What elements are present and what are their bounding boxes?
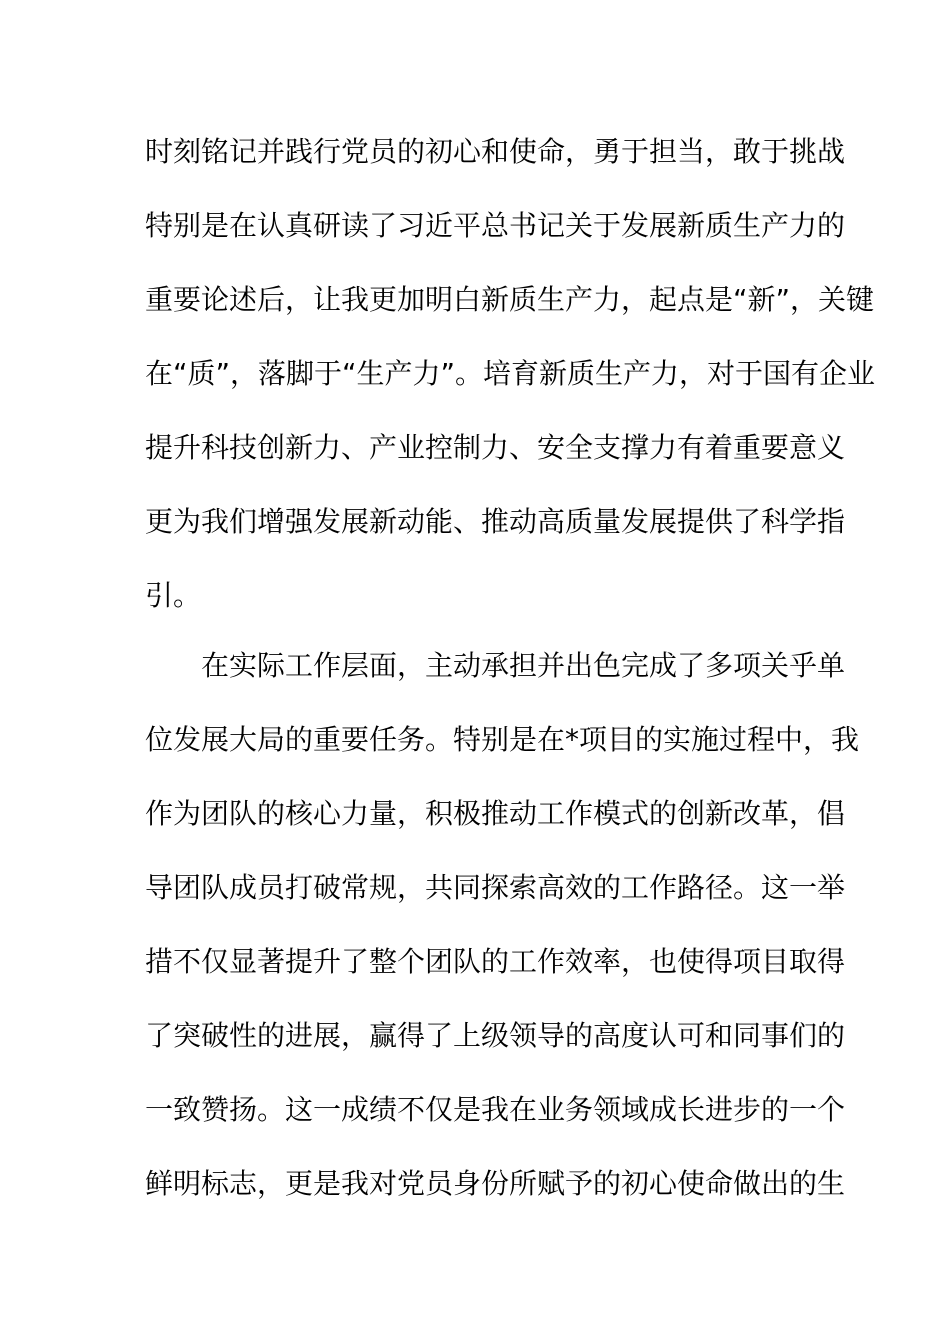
paragraph-1-line-4: 在“质”，落脚于“生产力”。培育新质生产力，对于国有企业 — [145, 357, 876, 390]
paragraph-1-line-3: 重要论述后，让我更加明白新质生产力，起点是“新”，关键 — [145, 283, 875, 316]
paragraph-2-line-7: 一致赞扬。这一成绩不仅是我在业务领域成长进步的一个 — [145, 1093, 846, 1126]
paragraph-2-line-4: 导团队成员打破常规，共同探索高效的工作路径。这一举 — [145, 871, 846, 904]
paragraph-1-line-2: 特别是在认真研读了习近平总书记关于发展新质生产力的 — [145, 209, 846, 242]
paragraph-1-line-1: 时刻铭记并践行党员的初心和使命，勇于担当，敢于挑战 — [145, 135, 846, 168]
paragraph-1-line-5: 提升科技创新力、产业控制力、安全支撑力有着重要意义 — [145, 431, 846, 464]
paragraph-2-line-1: 在实际工作层面，主动承担并出色完成了多项关乎单 — [201, 649, 846, 682]
paragraph-2-line-6: 了突破性的进展，赢得了上级领导的高度认可和同事们的 — [145, 1019, 846, 1052]
paragraph-2-line-5: 措不仅显著提升了整个团队的工作效率，也使得项目取得 — [145, 945, 846, 978]
paragraph-1-line-6: 更为我们增强发展新动能、推动高质量发展提供了科学指 — [145, 505, 846, 538]
paragraph-1-line-7: 引。 — [145, 579, 202, 612]
paragraph-2-line-3: 作为团队的核心力量，积极推动工作模式的创新改革，倡 — [145, 797, 846, 830]
paragraph-2-line-8: 鲜明标志，更是我对党员身份所赋予的初心使命做出的生 — [145, 1167, 846, 1200]
paragraph-2-line-2: 位发展大局的重要任务。特别是在*项目的实施过程中，我 — [145, 723, 860, 756]
